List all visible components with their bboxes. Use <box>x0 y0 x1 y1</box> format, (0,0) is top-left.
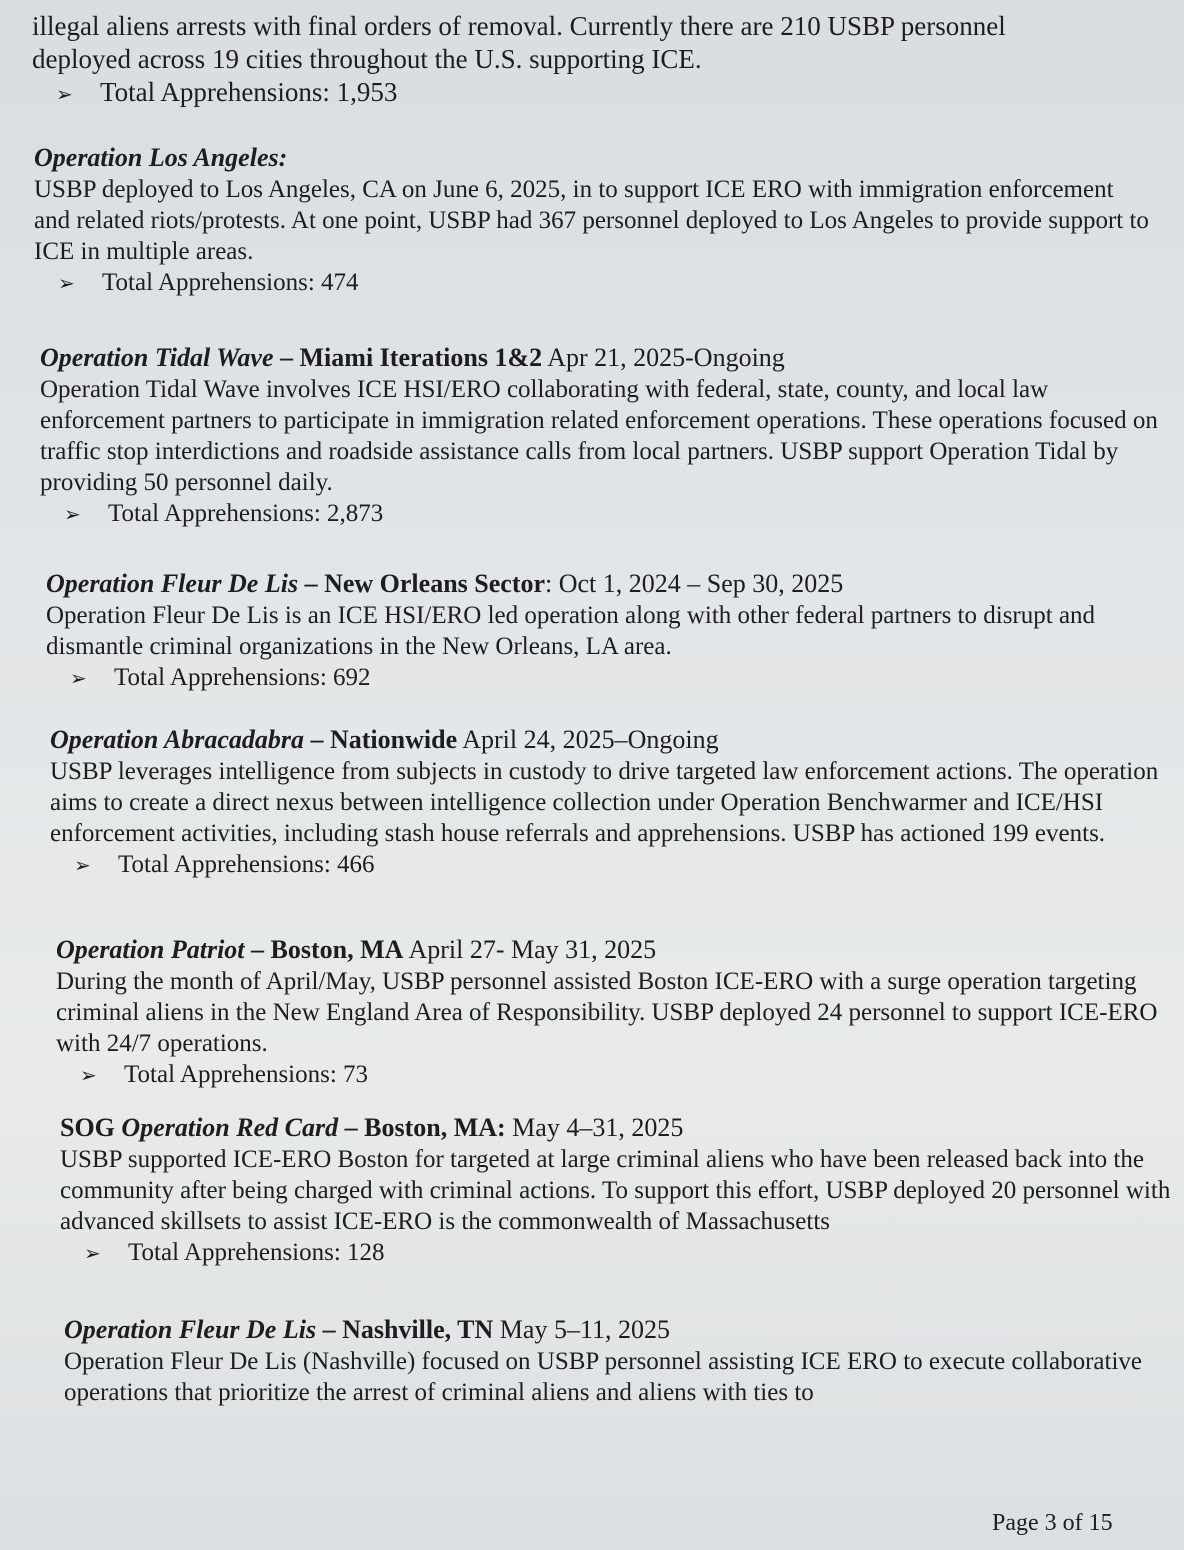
apprehensions-total: Total Apprehensions: 474 <box>102 269 359 296</box>
operation-name: Operation Tidal Wave <box>40 343 274 372</box>
intro-line: deployed across 19 cities throughout the U.S. supporting ICE. <box>32 44 702 74</box>
section-heading <box>56 934 1176 966</box>
operation-location: – Nationwide <box>304 725 458 754</box>
section-abracadabra <box>50 724 1170 882</box>
apprehensions-bullet <box>40 498 1160 531</box>
operation-dates: April 27- May 31, 2025 <box>403 935 657 964</box>
intro-line: illegal aliens arrests with final orders of removal. Currently there are 210 USBP personnel <box>32 11 1006 41</box>
section-heading <box>50 724 1170 756</box>
section-heading <box>40 342 1160 374</box>
arrow-bullet-icon: ➢ <box>74 855 91 877</box>
apprehensions-total: Total Apprehensions: 128 <box>128 1239 385 1266</box>
section-tidal-wave <box>40 342 1160 531</box>
section-red-card <box>60 1112 1180 1270</box>
section-body: USBP leverages intelligence from subjects in custody to drive targeted law enforcement actions. The operation aims to create a direct nexus between intelligence collection under Operation Benchwarmer and ICE/HSI enforcement activities, including stash house referrals and apprehensions. USBP has actioned 199 events. <box>50 758 1159 847</box>
arrow-bullet-icon: ➢ <box>58 273 75 295</box>
operation-location: – Boston, MA <box>244 935 404 964</box>
operation-name: Operation Fleur De Lis <box>46 569 299 598</box>
apprehensions-bullet <box>34 267 1154 300</box>
operation-name: Operation Fleur De Lis <box>64 1315 317 1344</box>
section-heading <box>46 568 1166 600</box>
operation-name: Operation Abracadabra <box>50 725 304 754</box>
section-body: Operation Fleur De Lis (Nashville) focused on USBP personnel assisting ICE ERO to execute collaborative operations that prioritize the arrest of criminal aliens and aliens with ties to <box>64 1348 1143 1406</box>
operation-name: Operation Red Card <box>121 1113 339 1142</box>
section-patriot <box>56 934 1176 1092</box>
apprehensions-bullet <box>56 1059 1176 1092</box>
operation-dates: April 24, 2025–Ongoing <box>457 725 719 754</box>
section-heading <box>64 1314 1184 1346</box>
operation-location: – New Orleans Sector <box>298 569 546 598</box>
section-fleur-de-lis-nashville <box>64 1314 1184 1408</box>
arrow-bullet-icon: ➢ <box>56 84 73 106</box>
operation-name: Operation Los Angeles: <box>34 143 288 172</box>
apprehensions-total: Total Apprehensions: 73 <box>124 1061 369 1088</box>
arrow-bullet-icon: ➢ <box>80 1065 97 1087</box>
operation-dates: May 5–11, 2025 <box>493 1315 670 1344</box>
apprehensions-bullet <box>50 849 1170 882</box>
section-heading <box>60 1112 1180 1144</box>
operation-location: – Nashville, TN <box>316 1315 494 1344</box>
section-body: Operation Fleur De Lis is an ICE HSI/ERO led operation along with other federal partners to disrupt and dismantle criminal organizations in the New Orleans, LA area. <box>46 602 1096 660</box>
intro-paragraph <box>32 10 1162 112</box>
apprehensions-total: Total Apprehensions: 1,953 <box>100 77 398 107</box>
apprehensions-total: Total Apprehensions: 692 <box>114 664 371 691</box>
apprehensions-bullet <box>60 1237 1180 1270</box>
operation-location: – Miami Iterations 1&2 <box>273 343 543 372</box>
operation-name: Operation Patriot <box>56 935 245 964</box>
arrow-bullet-icon: ➢ <box>84 1243 101 1265</box>
apprehensions-total: Total Apprehensions: 2,873 <box>108 500 384 527</box>
section-heading <box>34 142 1154 174</box>
operation-dates: : Oct 1, 2024 – Sep 30, 2025 <box>545 569 844 598</box>
operation-dates: May 4–31, 2025 <box>505 1113 684 1142</box>
apprehensions-bullet <box>32 76 1162 112</box>
operation-dates: Apr 21, 2025-Ongoing <box>542 343 785 372</box>
section-body: Operation Tidal Wave involves ICE HSI/ERO collaborating with federal, state, county, and local law enforcement partners to participate in immigration related enforcement operations. These operations focused on traffic stop interdictions and roadside assistance calls from local partners. USBP support Operation Tidal by providing 50 personnel daily. <box>40 376 1158 496</box>
apprehensions-bullet <box>46 662 1166 695</box>
arrow-bullet-icon: ➢ <box>64 504 81 526</box>
arrow-bullet-icon: ➢ <box>70 668 87 690</box>
section-body: USBP supported ICE-ERO Boston for targeted at large criminal aliens who have been released back into the community after being charged with criminal actions. To support this effort, USBP deployed 20 personnel with advanced skillsets to assist ICE-ERO is the commonwealth of Massachusetts <box>60 1146 1171 1235</box>
section-body: USBP deployed to Los Angeles, CA on June 6, 2025, in to support ICE ERO with immigration enforcement and related riots/protests. At one point, USBP had 367 personnel deployed to Los Angeles to provide support to ICE in multiple areas. <box>34 176 1149 265</box>
operation-prefix: SOG <box>60 1113 122 1142</box>
page-number: Page 3 of 15 <box>992 1510 1113 1536</box>
section-fleur-de-lis-new-orleans <box>46 568 1166 695</box>
apprehensions-total: Total Apprehensions: 466 <box>118 851 375 878</box>
operation-location: – Boston, MA: <box>338 1113 506 1142</box>
section-los-angeles <box>34 142 1154 300</box>
section-body: During the month of April/May, USBP personnel assisted Boston ICE-ERO with a surge operation targeting criminal aliens in the New England Area of Responsibility. USBP deployed 24 personnel to support ICE-ERO with 24/7 operations. <box>56 968 1158 1057</box>
